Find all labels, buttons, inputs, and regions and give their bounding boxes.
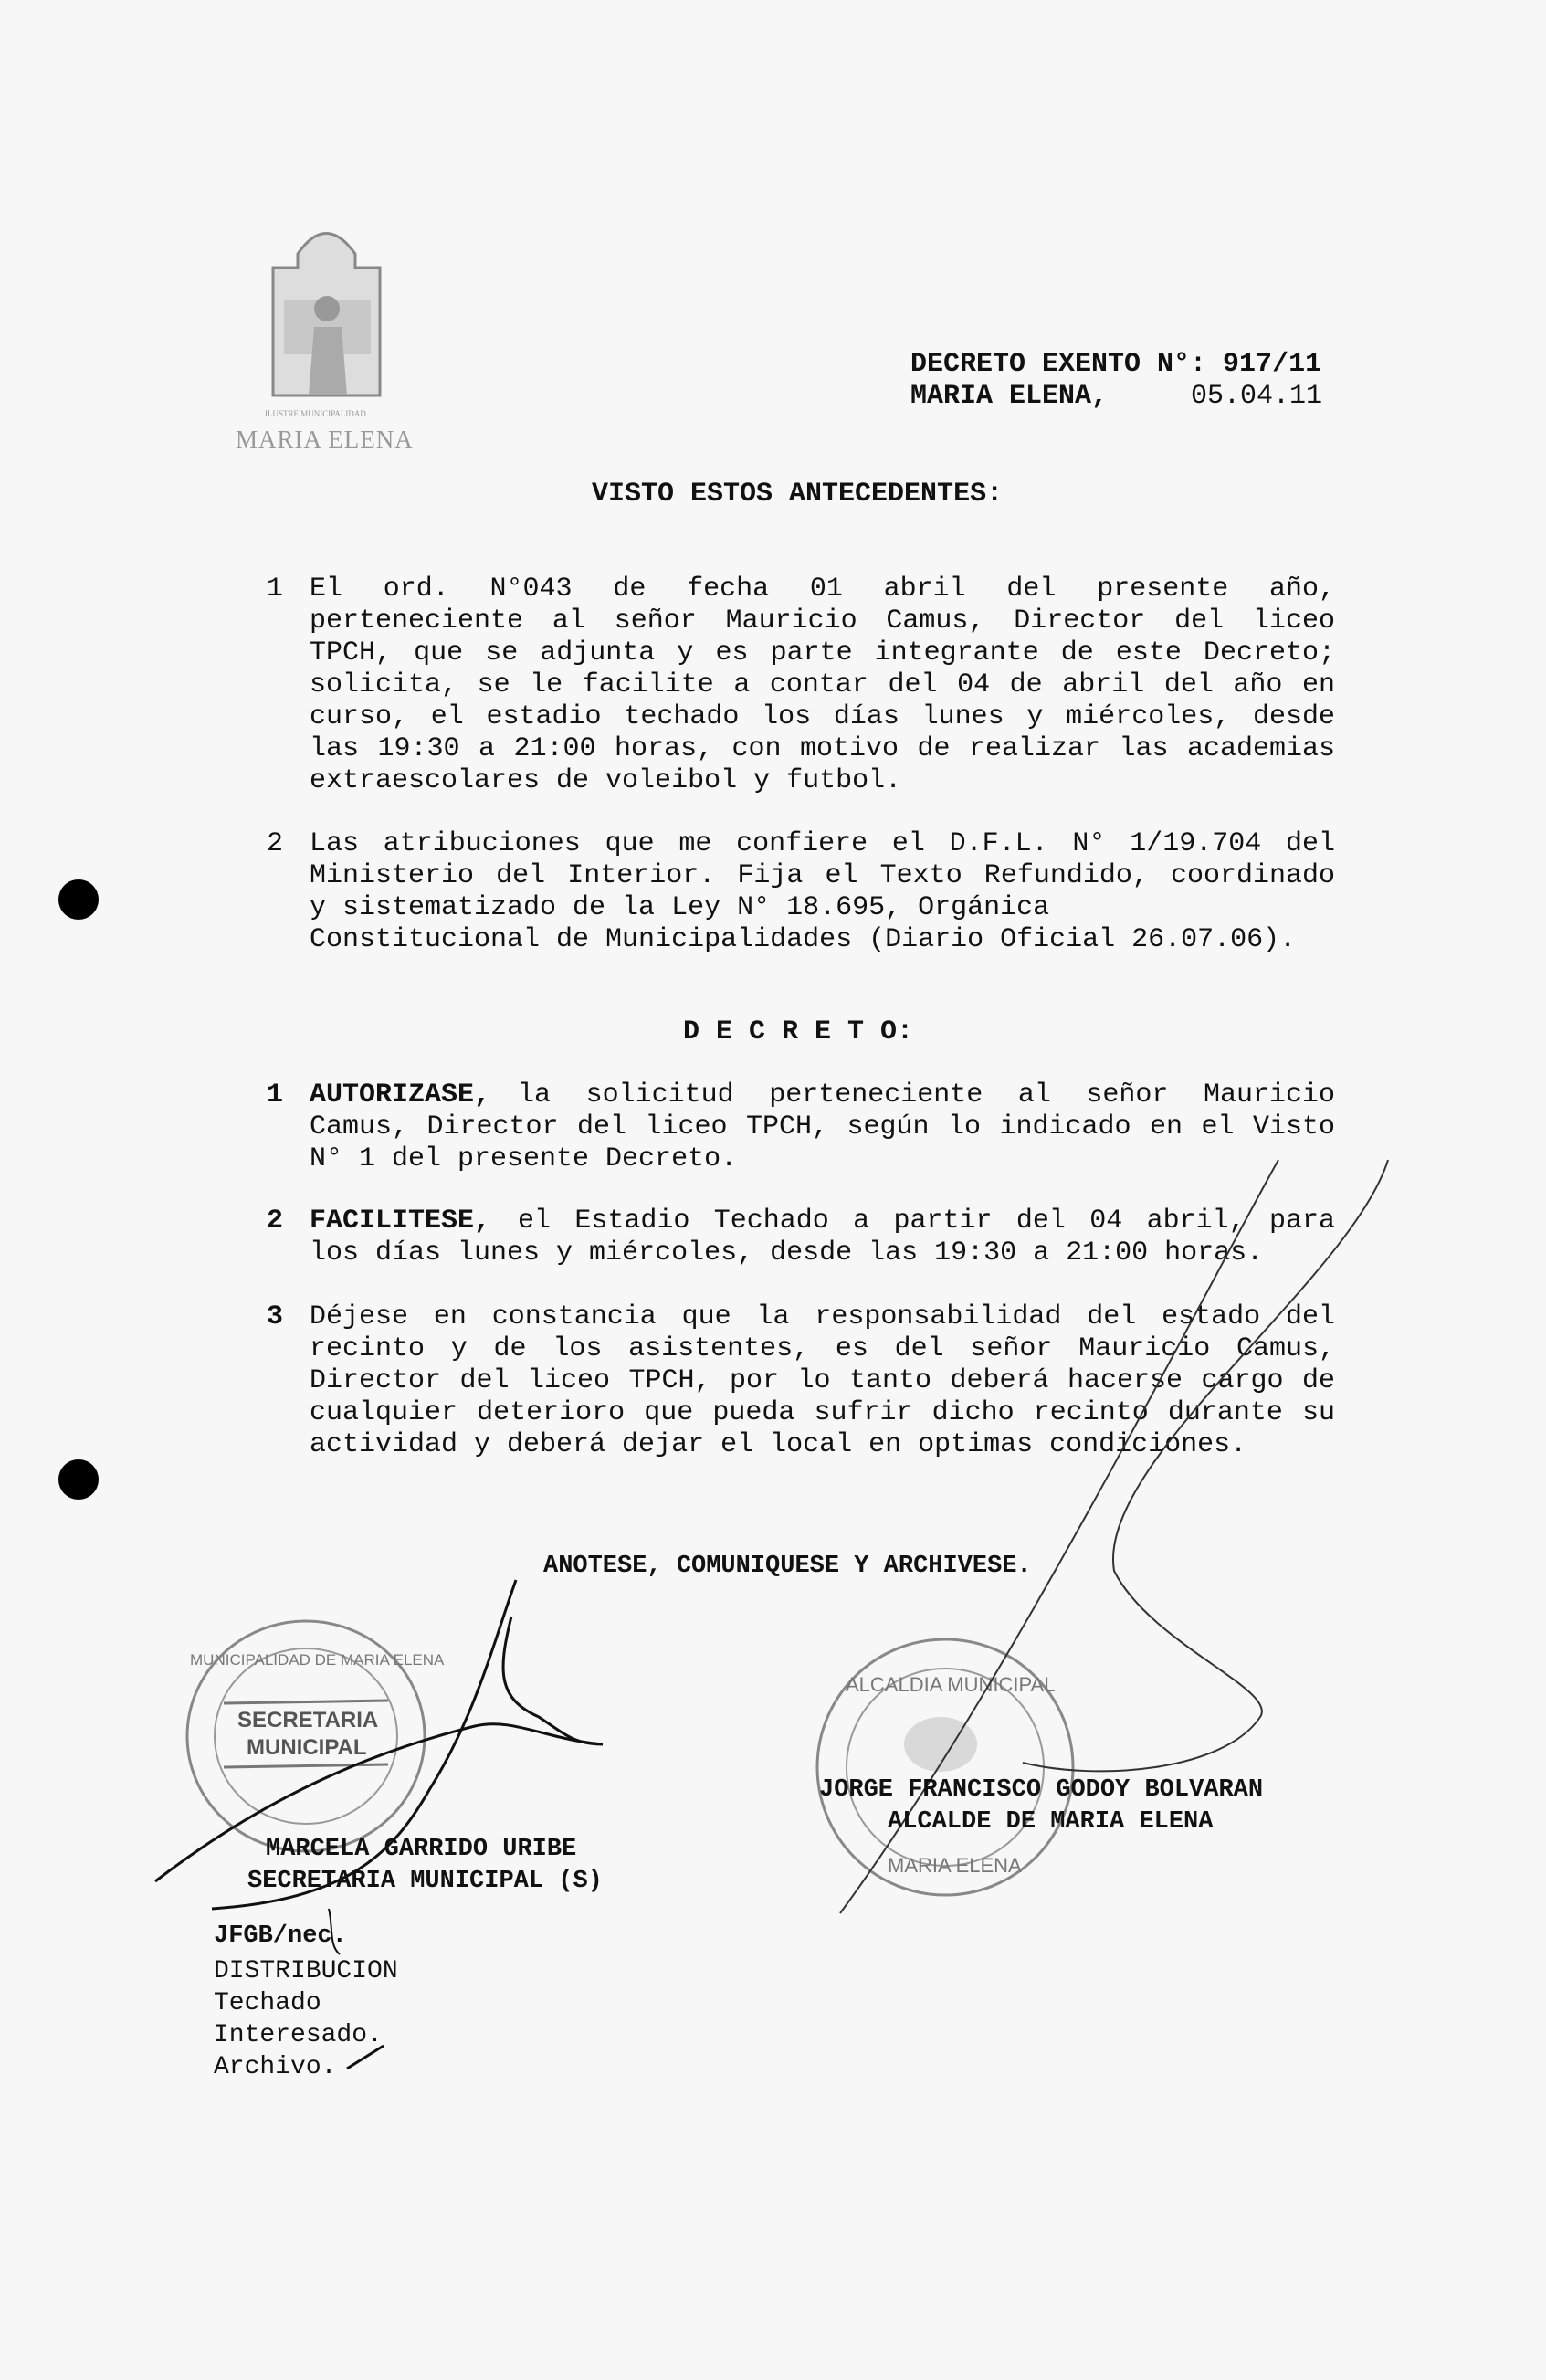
decreto-item-3 — [310, 1301, 1335, 1461]
text-line: las 19:30 a 21:00 horas, con motivo de realizar las academias — [310, 733, 1335, 764]
text-line: cualquier deterioro que pueda sufrir dicho recinto durante su — [310, 1397, 1335, 1428]
stamp-inner-text: MUNICIPAL — [247, 1735, 367, 1760]
decree-date: 05.04.11 — [1191, 381, 1323, 412]
visto-item-number: 2 — [267, 828, 284, 859]
letterhead-org-name: MARIA ELENA — [236, 426, 414, 453]
text-line: y sistematizado de la Ley N° 18.695, Orgánica — [310, 892, 1050, 923]
visto-item-1 — [310, 574, 1335, 797]
signatory-left-title: SECRETARIA MUNICIPAL (S) — [247, 1868, 603, 1895]
visto-heading: VISTO ESTOS ANTECEDENTES: — [592, 479, 1004, 510]
punch-hole — [58, 879, 99, 920]
decree-number: DECRETO EXENTO N°: 917/11 — [910, 349, 1322, 380]
text-line: Ministerio del Interior. Fija el Texto Refundido, coordinado — [310, 860, 1335, 891]
stamp-bottom-text: MARIA ELENA — [888, 1854, 1022, 1877]
distribution-item: Archivo. — [214, 2053, 337, 2081]
stamp-inner-text: SECRETARIA — [237, 1708, 379, 1732]
decreto-item-number: 1 — [267, 1079, 284, 1111]
text-line: Déjese en constancia que la responsabilidad del estado del — [310, 1301, 1335, 1332]
alcaldia-stamp — [813, 1635, 1078, 1900]
bold-keyword: FACILITESE, — [310, 1206, 491, 1237]
letterhead-org-small: ILUSTRE MUNICIPALIDAD — [265, 409, 366, 418]
decreto-item-1 — [310, 1079, 1335, 1175]
text-line: Camus, Director del liceo TPCH, según lo indicado en el Visto — [310, 1111, 1335, 1143]
text-line: El ord. N°043 de fecha 01 abril del presente año, — [310, 574, 1335, 605]
closing-formula: ANOTESE, COMUNIQUESE Y ARCHIVESE. — [543, 1553, 1032, 1580]
stamp-outer-text: MUNICIPALIDAD DE MARIA ELENA — [190, 1651, 445, 1669]
text-line: los días lunes y miércoles, desde las 19:30 a 21:00 horas. — [310, 1237, 1264, 1269]
visto-item-2 — [310, 828, 1335, 956]
decreto-item-number: 3 — [267, 1301, 284, 1332]
distribution-item: Interesado. — [214, 2021, 383, 2049]
decreto-heading: D E C R E T O: — [683, 1016, 914, 1048]
decreto-item-number: 2 — [267, 1206, 284, 1237]
decree-place: MARIA ELENA, — [910, 381, 1109, 412]
decreto-item-2 — [310, 1206, 1335, 1269]
text-line: curso, el estadio techado los días lunes y miércoles, desde — [310, 701, 1335, 732]
distribution-item: Techado — [214, 1989, 321, 2017]
text-line: Constitucional de Municipalidades (Diario Oficial 26.07.06). — [310, 924, 1297, 955]
text-line: N° 1 del presente Decreto. — [310, 1143, 738, 1174]
visto-item-number: 1 — [267, 574, 284, 605]
text-line: solicita, se le facilite a contar del 04 de abril del año en — [310, 669, 1335, 700]
punch-hole — [58, 1459, 99, 1500]
distribution-heading: DISTRIBUCION — [214, 1957, 398, 1985]
text-line: el Estadio Techado a partir del 04 abril, para — [518, 1206, 1335, 1237]
text-line: actividad y deberá dejar el local en optimas condiciones. — [310, 1429, 1247, 1460]
initials: JFGB/nec. — [214, 1922, 347, 1950]
text-line: Las atribuciones que me confiere el D.F.L. N° 1/19.704 del — [310, 828, 1335, 859]
stamp-outer-text: ALCALDIA MUNICIPAL — [846, 1673, 1056, 1696]
signatory-left-name: MARCELA GARRIDO URIBE — [266, 1836, 577, 1863]
text-line: Director del liceo TPCH, por lo tanto deberá hacerse cargo de — [310, 1365, 1335, 1396]
text-line: TPCH, que se adjunta y es parte integrante de este Decreto; — [310, 637, 1335, 669]
signatory-right-title: ALCALDE DE MARIA ELENA — [888, 1808, 1214, 1836]
secretaria-stamp — [183, 1617, 445, 1856]
text-line: recinto y de los asistentes, es del señor Mauricio Camus, — [310, 1333, 1335, 1364]
text-line: extraescolares de voleibol y futbol. — [310, 765, 902, 796]
text-line: perteneciente al señor Mauricio Camus, Director del liceo — [310, 606, 1335, 637]
text-line: la solicitud perteneciente al señor Mauricio — [518, 1079, 1335, 1111]
bold-keyword: AUTORIZASE, — [310, 1079, 491, 1111]
municipal-logo — [261, 217, 392, 402]
signatory-right-name: JORGE FRANCISCO GODOY BOLVARAN — [819, 1776, 1264, 1804]
